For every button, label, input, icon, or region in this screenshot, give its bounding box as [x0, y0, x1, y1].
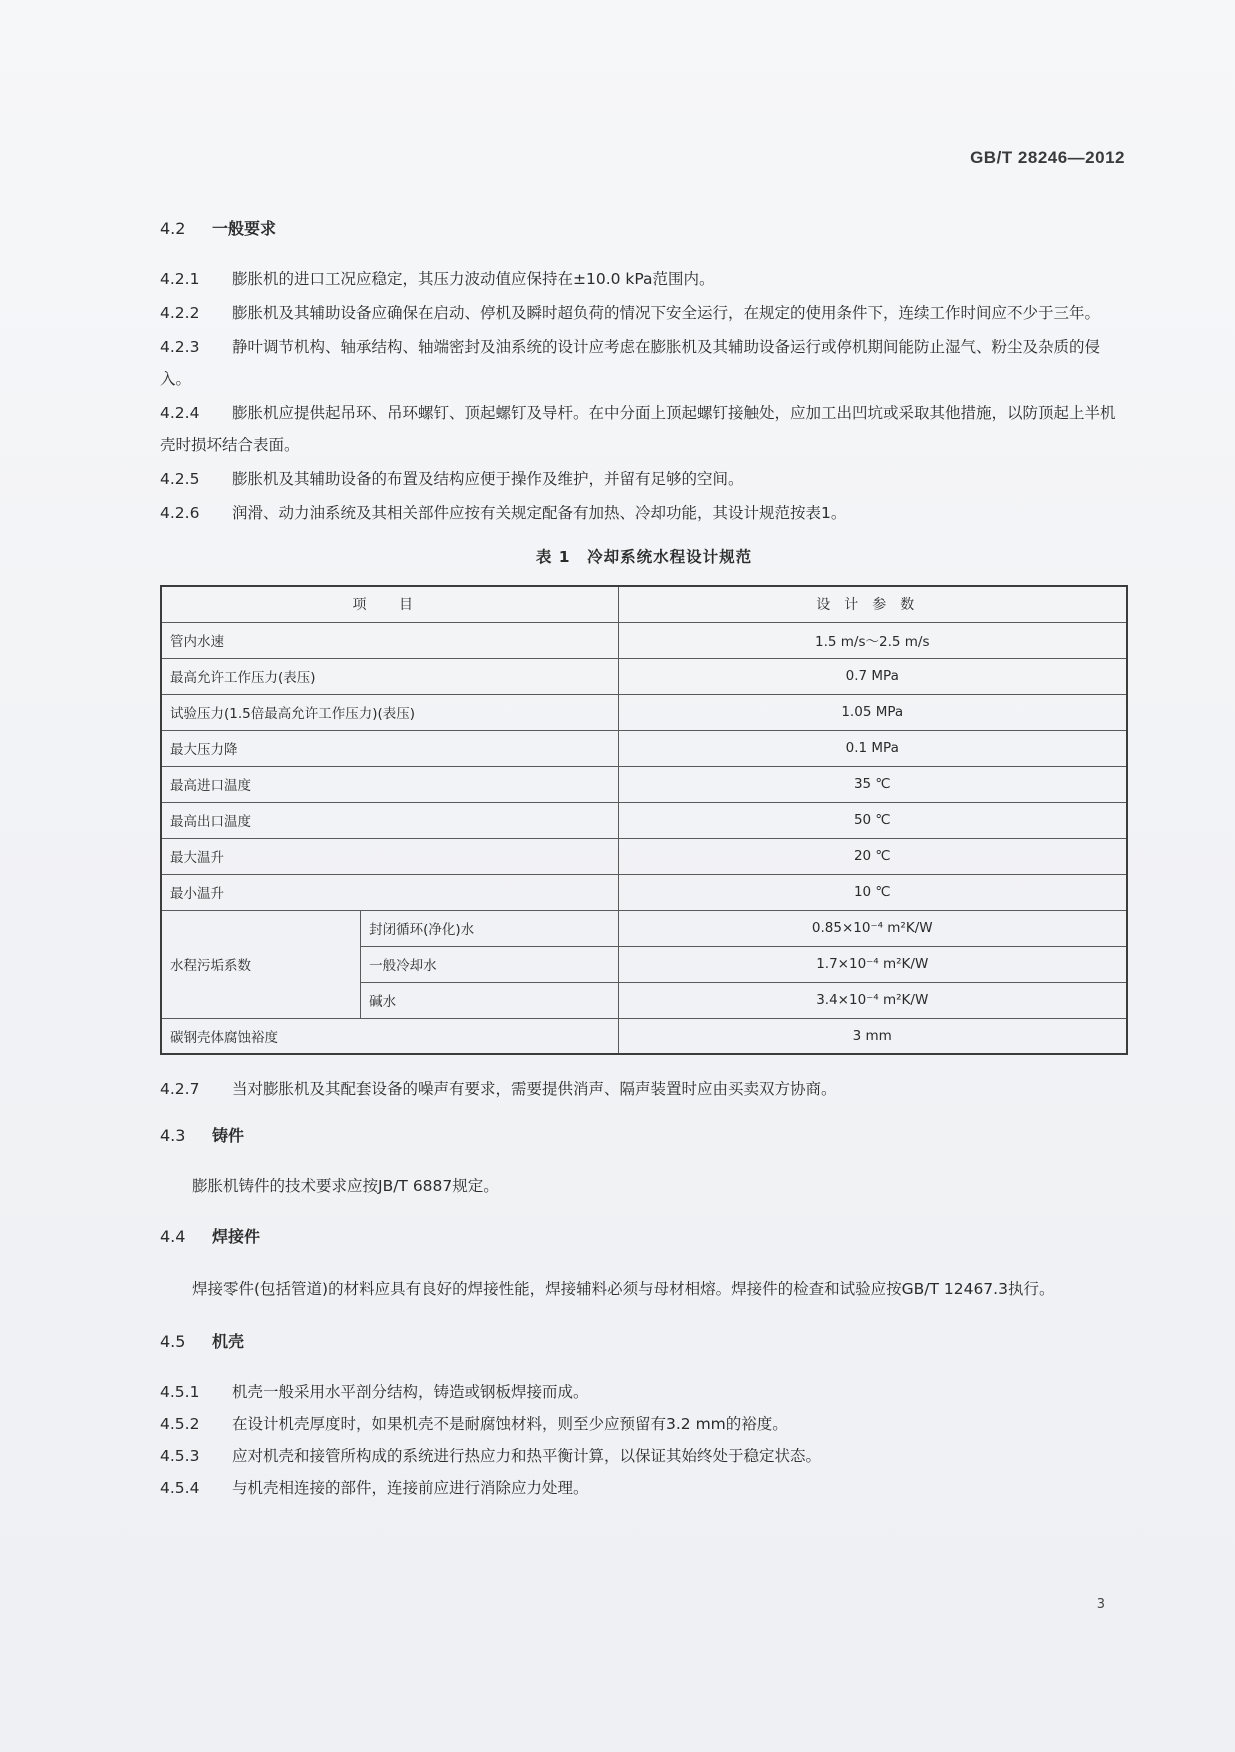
section-title: 一般要求 — [212, 219, 277, 238]
section-4-3-heading: 4.3 铸件 — [160, 1126, 245, 1145]
table-row: 最高允许工作压力(表压) 0.7 MPa — [161, 658, 1127, 694]
section-4-4-text: 焊接零件(包括管道)的材料应具有良好的焊接性能，焊接辅料必须与母材相熔。焊接件的检查和试验应按GB/T 12467.3执行。 — [192, 1280, 1055, 1298]
table-row: 管内水速 1.5 m/s～2.5 m/s — [161, 622, 1127, 658]
clause-4-5-2: 4.5.2 在设计机壳厚度时，如果机壳不是耐腐蚀材料，则至少应预留有3.2 mm的裕度。 — [160, 1415, 788, 1433]
section-4-3-text: 膨胀机铸件的技术要求应按JB/T 6887规定。 — [192, 1177, 499, 1195]
cooling-water-design-table — [160, 585, 1128, 1055]
header-item: 项 目 — [161, 586, 618, 622]
section-4-4-heading: 4.4 焊接件 — [160, 1227, 261, 1246]
table-row: 最大温升 20 ℃ — [161, 838, 1127, 874]
header-design-parameter: 设计参数 — [618, 586, 1127, 622]
table-row: 试验压力(1.5倍最高允许工作压力)(表压) 1.05 MPa — [161, 694, 1127, 730]
table-row: 最高出口温度 50 ℃ — [161, 802, 1127, 838]
table-row: 碳钢壳体腐蚀裕度 3 mm — [161, 1018, 1127, 1054]
table-row: 一般冷却水 1.7×10⁻⁴ m²K/W — [161, 946, 1127, 982]
clause-4-2-3: 4.2.3 静叶调节机构、轴承结构、轴端密封及油系统的设计应考虑在膨胀机及其辅助设备运行或停机期间能防止湿气、粉尘及杂质的侵入。 — [160, 338, 1101, 388]
section-4-2-heading — [160, 216, 1128, 239]
clause-4-5-1: 4.5.1 机壳一般采用水平剖分结构，铸造或钢板焊接而成。 — [160, 1383, 589, 1401]
table-row: 最高进口温度 35 ℃ — [161, 766, 1127, 802]
section-4-5-heading: 4.5 机壳 — [160, 1332, 245, 1351]
clause-4-2-1: 4.2.1 膨胀机的进口工况应稳定，其压力波动值应保持在±10.0 kPa范围内。 — [160, 270, 715, 288]
clause-4-5-3: 4.5.3 应对机壳和接管所构成的系统进行热应力和热平衡计算，以保证其始终处于稳定状态。 — [160, 1447, 822, 1465]
clause-4-2-5: 4.2.5 膨胀机及其辅助设备的布置及结构应便于操作及维护，并留有足够的空间。 — [160, 470, 744, 488]
section-number: 4.2 — [160, 219, 186, 238]
table-1-title: 表 1 冷却系统水程设计规范 — [535, 548, 753, 566]
table-row: 最小温升 10 ℃ — [161, 874, 1127, 910]
table-row: 碱水 3.4×10⁻⁴ m²K/W — [161, 982, 1127, 1018]
clause-4-5-4: 4.5.4 与机壳相连接的部件，连接前应进行消除应力处理。 — [160, 1479, 589, 1497]
clause-4-2-2: 4.2.2 膨胀机及其辅助设备应确保在启动、停机及瞬时超负荷的情况下安全运行，在规定的使用条件下，连续工作时间应不少于三年。 — [160, 304, 1101, 322]
table-row: 最大压力降 0.1 MPa — [161, 730, 1127, 766]
table-row: 水程污垢系数 封闭循环(净化)水 0.85×10⁻⁴ m²K/W — [161, 910, 1127, 946]
document-body — [160, 216, 1128, 1504]
standard-code: GB/T 28246—2012 — [970, 148, 1125, 167]
clause-4-2-4: 4.2.4 膨胀机应提供起吊环、吊环螺钉、顶起螺钉及导杆。在中分面上顶起螺钉接触处，应加工出凹坑或采取其他措施，以防顶起上半机壳时损坏结合表面。 — [160, 404, 1116, 454]
table-header-row — [161, 586, 1127, 622]
clause-4-2-6: 4.2.6 润滑、动力油系统及其相关部件应按有关规定配备有加热、冷却功能，其设计规范按表1。 — [160, 504, 847, 522]
page-number: 3 — [1096, 1597, 1105, 1612]
fouling-label: 水程污垢系数 — [161, 910, 361, 1018]
clause-4-2-7: 4.2.7 当对膨胀机及其配套设备的噪声有要求，需要提供消声、隔声装置时应由买卖双方协商。 — [160, 1080, 837, 1098]
